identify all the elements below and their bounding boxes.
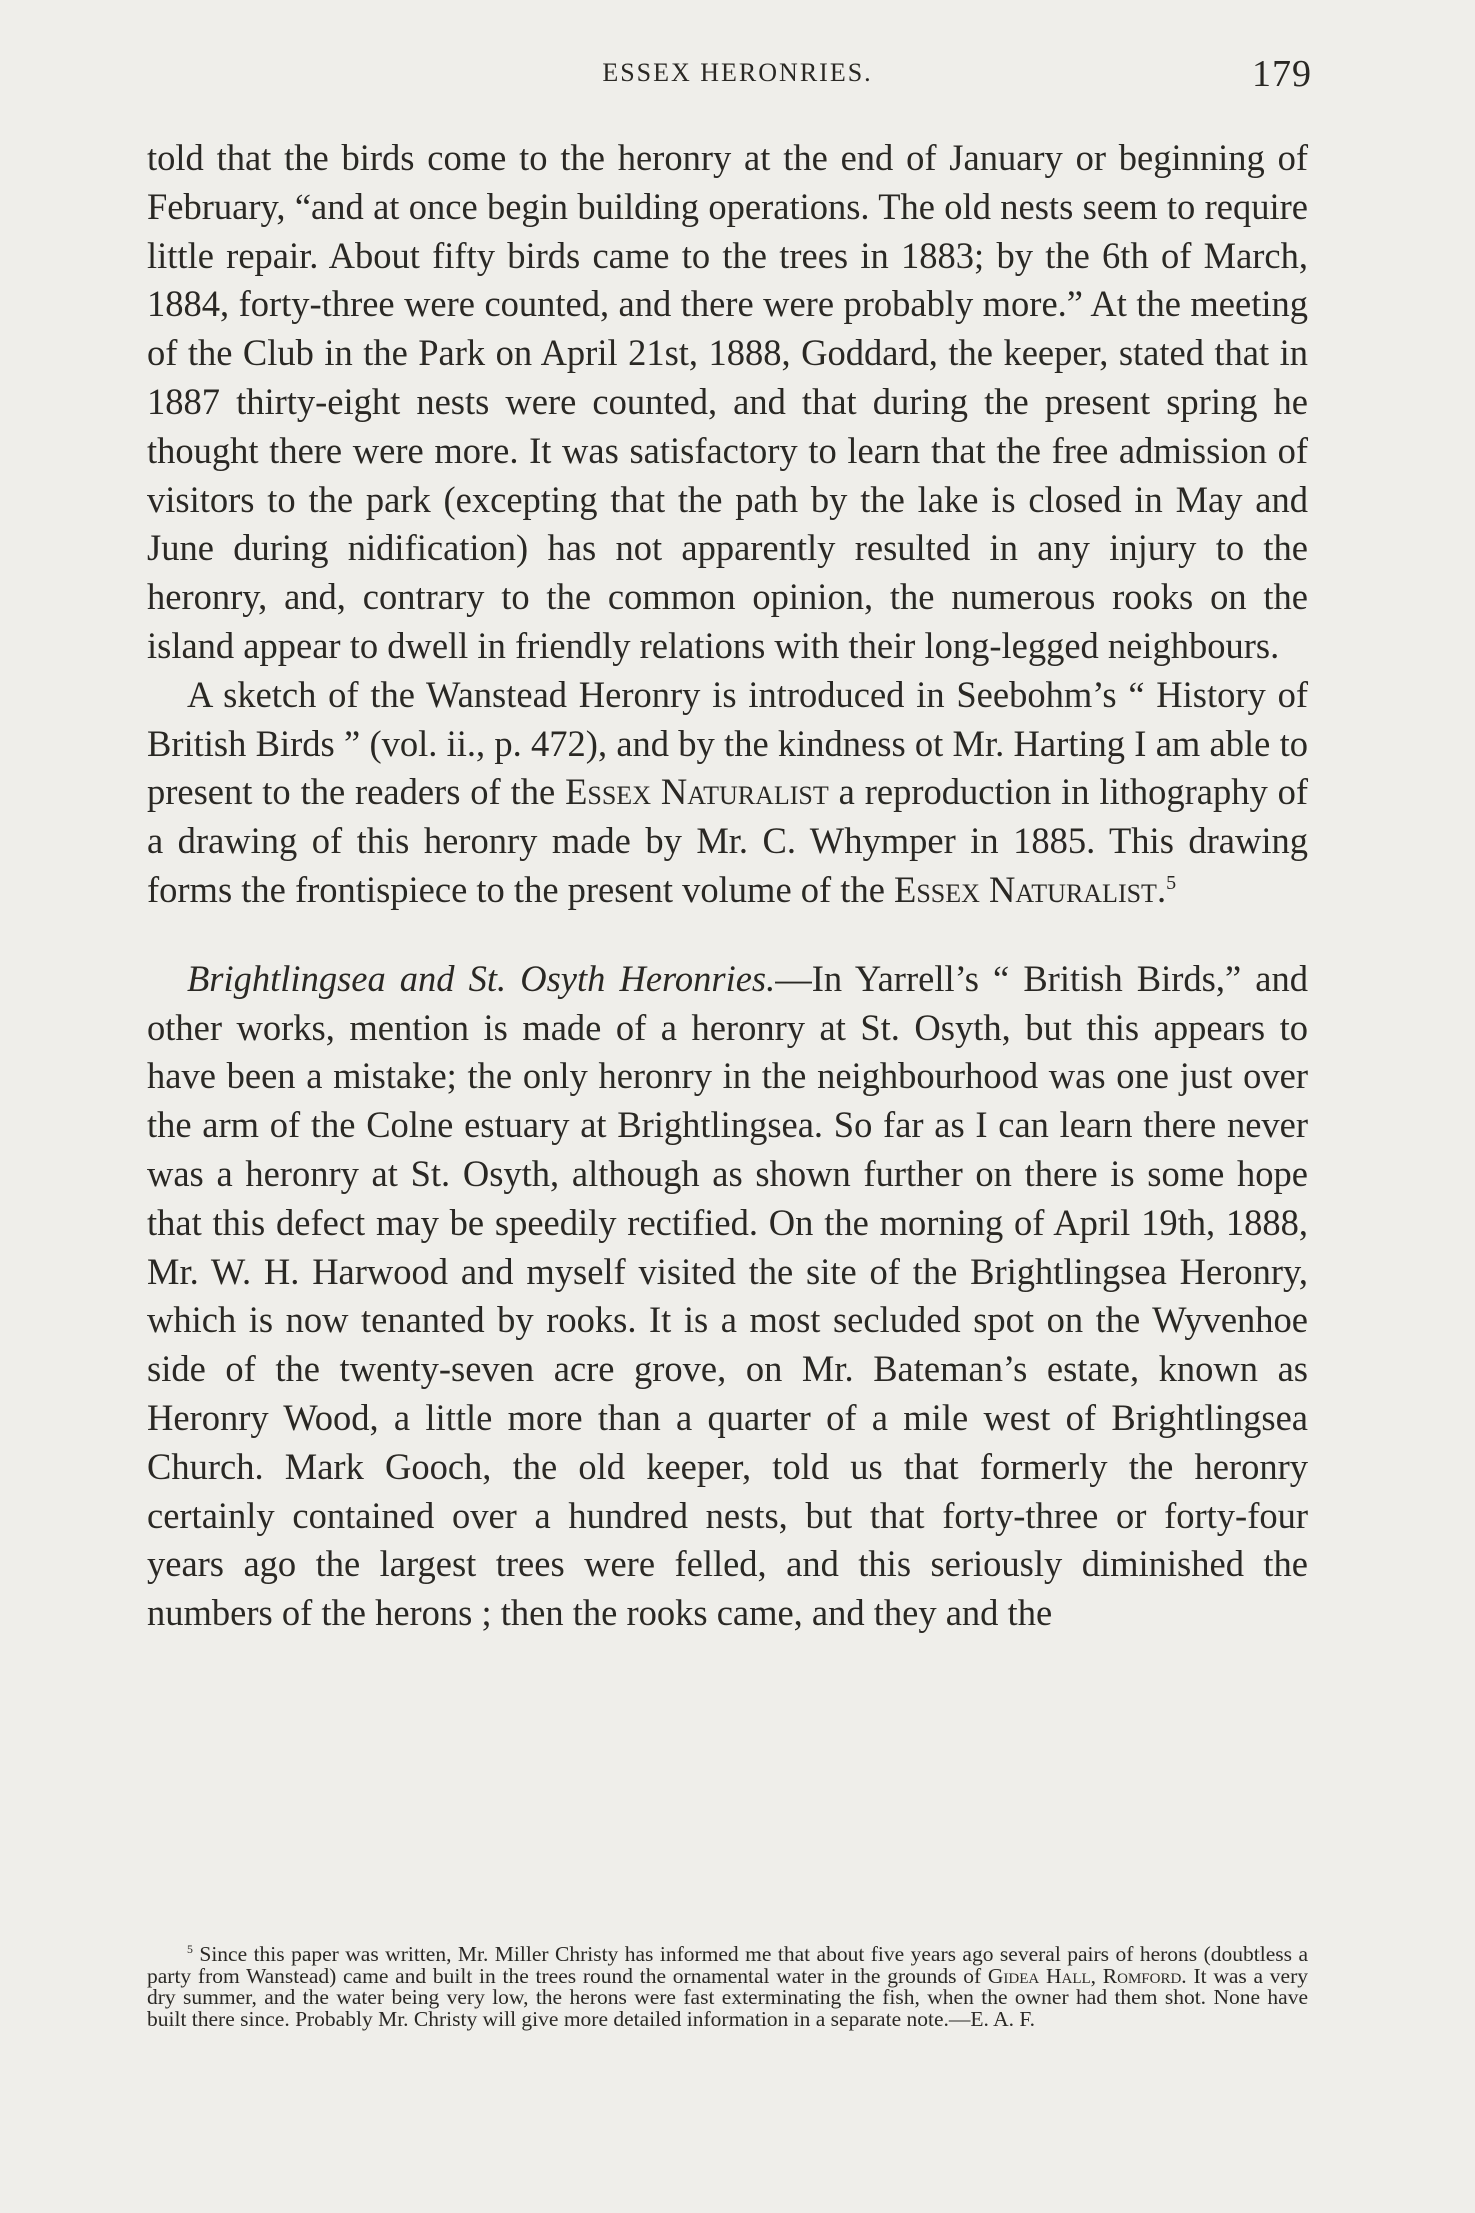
paragraph-text: A sketch of the Wanstead Heronry is introduced in Seebohm’s “ History of British Birds ” (vol. ii., p. 472), and by the kindness ot Mr. Harting I am able to present to the readers of the	[147, 673, 1308, 813]
paragraph-text: a reproduction in lithography of a drawing of this heronry made by Mr. C. Whymper in 1885. This drawing forms the frontispiece to the present volume of the	[147, 771, 1308, 910]
paragraph-wanstead-continued: told that the birds come to the heronry at the end of January or beginning of February, “and at once begin building operations. The old nests seem to require little repair. About fifty birds came to the trees in 1883; by the 6th of March, 1884, forty-three were counted, and there were probably more.” At the meeting of the Club in the Park on April 21st, 1888, Goddard, the keeper, stated that in 1887 thirty-eight nests were counted, and that during the present spring he thought there were more. It was satisfactory to learn that the free admission of visitors to the park (excepting that the path by the lake is closed in May and June during nidification) has not apparently resulted in any injury to the heronry, and, contrary to the common opinion, the numerous rooks on the island appear to dwell in friendly relations with their long-legged neighbours.	[147, 137, 1308, 666]
place-name: Gidea Hall, Romford.	[987, 1963, 1187, 1988]
page-number: 179	[1252, 53, 1312, 95]
footnote	[147, 1941, 1309, 2031]
footnote-body: It was a very dry summer, and the water being very low, the herons were fast exterminating the fish, when the owner had them shot. None have built there since. Probably Mr. Christy will give more detailed information in a separate note.—E. A. F.	[147, 1963, 1308, 2031]
section-heading: Brightlingsea and St. Osyth Heronries.	[187, 957, 776, 999]
paragraph-text: —In Yarrell’s “ British Birds,” and other works, mention is made of a heronry at St. Osyth, but this appears to have been a mistake; the only heronry in the neighbourhood was one just over the arm of the Colne estuary at Brightlingsea. So far as I can learn there never was a heronry at St. Osyth, although as shown further on there is some hope that this defect may be speedily rectified. On the morning of April 19th, 1888, Mr. W. H. Harwood and myself visited the site of the Brightlingsea Heronry, which is now tenanted by rooks. It is a most secluded spot on the Wyvenhoe side of the twenty-seven acre grove, on Mr. Bateman’s estate, known as Heronry Wood, a little more than a quarter of a mile west of Brightlingsea Church. Mark Gooch, the old keeper, told us that formerly the heronry certainly contained over a hundred nests, but that forty-three or forty-four years ago the largest trees were felled, and this seriously diminished the numbers of the herons ; then the rooks came, and they and the	[147, 957, 1308, 1634]
journal-name: Essex Naturalist.	[894, 868, 1167, 910]
footnote-reference: 5	[1166, 871, 1177, 894]
journal-name: Essex Naturalist	[565, 771, 829, 813]
footnote-text	[147, 1941, 1309, 2031]
main-text	[147, 134, 1308, 1638]
footnote-body: Since this paper was written, Mr. Miller Christy has informed me that about five years ago several pairs of herons (doubtless a party from Wanstead) came and built in the trees round the ornamental water in the grounds of	[147, 1942, 1309, 1988]
footnote-marker: 5	[187, 1941, 193, 1956]
paragraph-brightlingsea	[147, 955, 1308, 1638]
running-title: ESSEX HERONRIES.	[602, 58, 873, 87]
paragraph-seebohm-sketch	[147, 671, 1308, 915]
